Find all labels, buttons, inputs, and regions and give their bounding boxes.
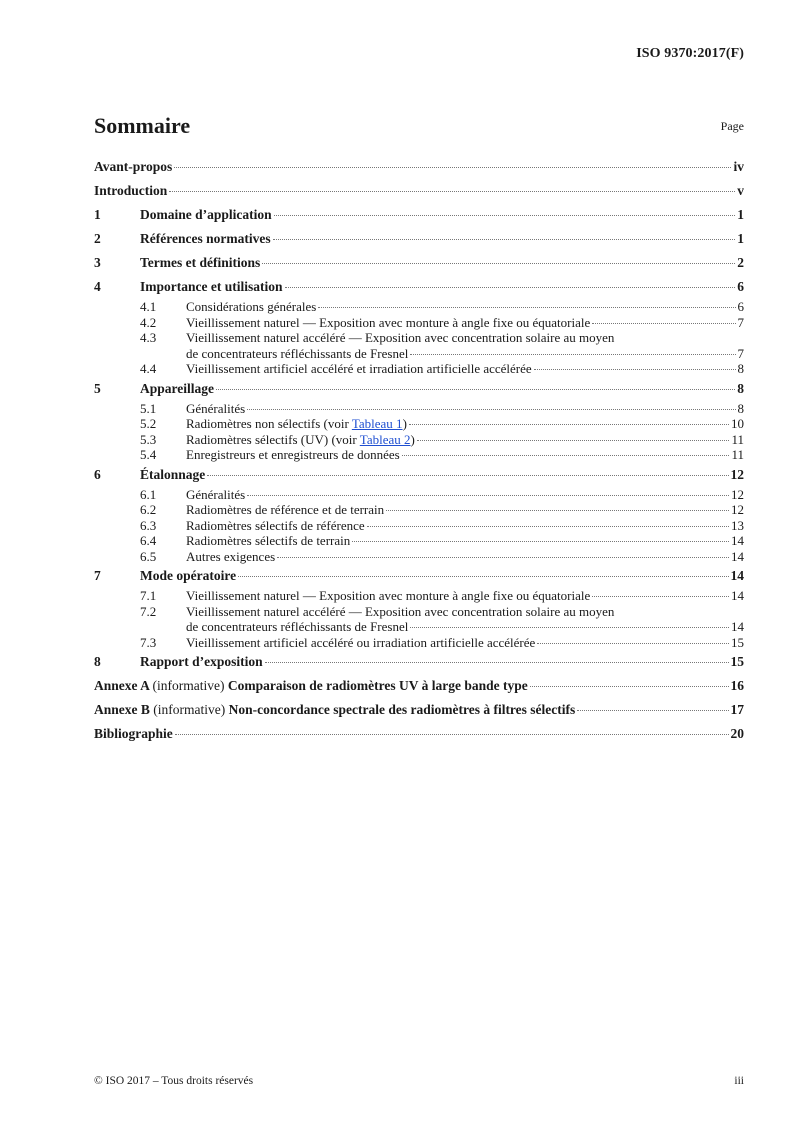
dot-leader	[262, 263, 735, 264]
dot-leader	[174, 167, 731, 168]
dot-leader	[367, 526, 729, 527]
toc-entry-7-1[interactable]: 7.1 Vieillissement naturel — Exposition avec monture à angle fixe ou équatoriale 14	[140, 588, 744, 603]
dot-leader	[273, 239, 736, 240]
dot-leader	[216, 389, 735, 390]
toc-entry-section-4[interactable]: 4 Importance et utilisation 6	[94, 279, 744, 294]
toc-entry-section-7[interactable]: 7 Mode opératoire 14	[94, 568, 744, 583]
dot-leader	[592, 596, 729, 597]
dot-leader	[318, 307, 735, 308]
dot-leader	[175, 734, 729, 735]
dot-leader	[386, 510, 729, 511]
page-number: iii	[734, 1075, 744, 1087]
page-column-label: Page	[720, 119, 744, 133]
dot-leader	[409, 424, 729, 425]
toc-entry-section-3[interactable]: 3 Termes et définitions 2	[94, 255, 744, 270]
dot-leader	[247, 409, 735, 410]
page-title: Sommaire	[94, 113, 191, 138]
table-of-contents	[94, 155, 744, 746]
toc-entry-4-2[interactable]: 4.2 Vieillissement naturel — Exposition avec monture à angle fixe ou équatoriale 7	[140, 314, 744, 330]
dot-leader	[274, 215, 736, 216]
toc-entry-section-5[interactable]: 5 Appareillage 8	[94, 380, 744, 396]
dot-leader	[207, 475, 728, 476]
document-reference: ISO 9370:2017(F)	[636, 46, 744, 61]
toc-entry-introduction[interactable]: Introduction v	[94, 183, 744, 198]
toc-entry-5-2[interactable]: 5.2 Radiomètres non sélectifs (voir Tableau 1) 10	[140, 416, 744, 431]
tableau-1-link[interactable]: Tableau 1	[351, 416, 403, 431]
toc-entry-bibliographie[interactable]: Bibliographie 20	[94, 726, 744, 741]
dot-leader	[534, 369, 736, 370]
dot-leader	[352, 541, 729, 542]
copyright-notice: © ISO 2017 – Tous droits réservés	[94, 1075, 254, 1087]
dot-leader	[592, 323, 735, 324]
dot-leader	[238, 576, 728, 577]
dot-leader	[402, 455, 730, 456]
toc-entry-5-1[interactable]: 5.1 Généralités 8	[140, 400, 744, 416]
toc-entry-7-2-continued[interactable]: de concentrateurs réfléchissants de Fresnel 14	[186, 619, 744, 634]
dot-leader	[530, 686, 729, 687]
toc-entry-avant-propos[interactable]: Avant-propos iv	[94, 159, 744, 174]
toc-entry-4-4[interactable]: 4.4 Vieillissement artificiel accéléré et irradiation artificielle accélérée 8	[140, 361, 744, 376]
toc-entry-annex-b[interactable]: Annexe B (informative) Non-concordance spectrale des radiomètres à filtres sélectifs 17	[94, 702, 744, 717]
dot-leader	[410, 627, 729, 628]
dot-leader	[537, 643, 729, 644]
toc-entry-6-4[interactable]: 6.4 Radiomètres sélectifs de terrain 14	[140, 533, 744, 548]
dot-leader	[247, 495, 729, 496]
toc-entry-7-3[interactable]: 7.3 Vieillissement artificiel accéléré ou irradiation artificielle accélérée 15	[140, 634, 744, 650]
toc-entry-6-5[interactable]: 6.5 Autres exigences 14	[140, 548, 744, 564]
toc-entry-5-4[interactable]: 5.4 Enregistreurs et enregistreurs de données 11	[140, 447, 744, 462]
toc-entry-4-3[interactable]: 4.3 Vieillissement naturel accéléré — Exposition avec concentration solaire au moyen	[140, 330, 615, 345]
toc-entry-annex-a[interactable]: Annexe A (informative) Comparaison de radiomètres UV à large bande type 16	[94, 678, 744, 693]
dot-leader	[410, 354, 735, 355]
toc-entry-7-2[interactable]: 7.2 Vieillissement naturel accéléré — Exposition avec concentration solaire au moyen	[140, 603, 615, 619]
dot-leader	[285, 287, 736, 288]
toc-entry-6-2[interactable]: 6.2 Radiomètres de référence et de terrain 12	[140, 502, 744, 517]
dot-leader	[169, 191, 735, 192]
toc-entry-5-3[interactable]: 5.3 Radiomètres sélectifs (UV) (voir Tableau 2) 11	[140, 431, 744, 447]
dot-leader	[277, 557, 729, 558]
toc-entry-6-3[interactable]: 6.3 Radiomètres sélectifs de référence 13	[140, 517, 744, 533]
toc-entry-section-2[interactable]: 2 Références normatives 1	[94, 231, 744, 246]
toc-entry-6-1[interactable]: 6.1 Généralités 12	[140, 486, 744, 502]
toc-entry-4-1[interactable]: 4.1 Considérations générales 6	[140, 299, 744, 314]
dot-leader	[417, 440, 730, 441]
toc-entry-section-1[interactable]: 1 Domaine d’application 1	[94, 207, 744, 222]
toc-entry-section-6[interactable]: 6 Étalonnage 12	[94, 466, 744, 482]
toc-entry-section-8[interactable]: 8 Rapport d’exposition 15	[94, 654, 744, 669]
dot-leader	[265, 662, 729, 663]
dot-leader	[577, 710, 728, 711]
tableau-2-link[interactable]: Tableau 2	[359, 431, 411, 447]
toc-entry-4-3-continued[interactable]: de concentrateurs réfléchissants de Fresnel 7	[186, 345, 744, 361]
